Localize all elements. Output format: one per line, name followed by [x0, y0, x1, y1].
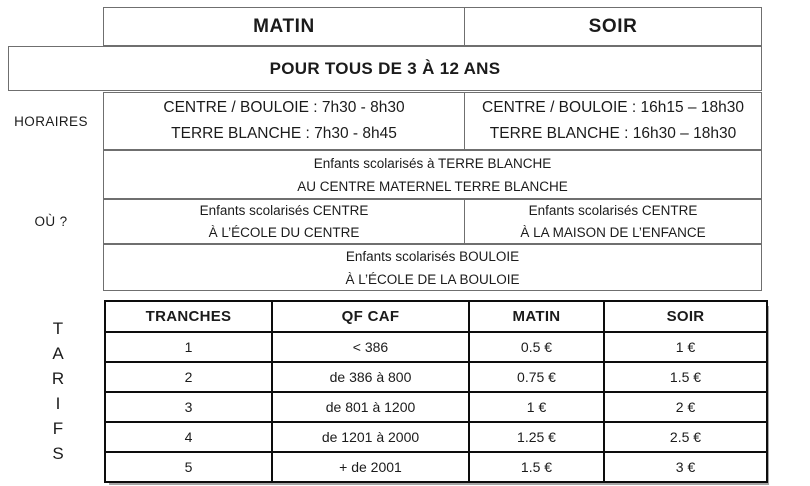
tarifs-header-qfcaf: QF CAF [272, 301, 469, 332]
tarifs-row-2-qf: de 386 à 800 [272, 362, 469, 392]
age-banner [8, 46, 762, 91]
horaires-side-label [0, 92, 102, 150]
tarifs-row-1-qf: < 386 [272, 332, 469, 362]
tarifs-header-soir: SOIR [604, 301, 767, 332]
tarifs-letter-t: T [52, 319, 64, 338]
tarifs-row-5-qf: + de 2001 [272, 452, 469, 482]
tarifs-row-4-tranche: 4 [105, 422, 272, 452]
tarifs-letter-f: F [52, 419, 64, 438]
tarifs-row-1-soir: 1 € [604, 332, 767, 362]
ou-centre-row [103, 199, 762, 244]
ou-centre-soir-line1: Enfants scolarisés CENTRE [528, 202, 698, 218]
tarifs-row-3 [105, 392, 767, 422]
tarifs-header-row [105, 301, 767, 332]
horaires-matin-cell [104, 93, 464, 149]
tarifs-letter-s: S [52, 444, 64, 463]
tarifs-row-2-tranche: 2 [105, 362, 272, 392]
tarifs-row-2-soir: 1.5 € [604, 362, 767, 392]
tarifs-row-3-qf: de 801 à 1200 [272, 392, 469, 422]
tarifs-row-4 [105, 422, 767, 452]
tarifs-table [104, 300, 768, 483]
matin-soir-header-row [103, 7, 762, 46]
tarifs-row-4-soir: 2.5 € [604, 422, 767, 452]
horaires-side-label-text: HORAIRES [14, 113, 88, 129]
tarifs-row-5 [105, 452, 767, 482]
tarifs-header-matin: MATIN [469, 301, 604, 332]
tarifs-row-1 [105, 332, 767, 362]
horaires-matin-line1: CENTRE / BOULOIE : 7h30 - 8h30 [163, 99, 405, 116]
tarifs-row-1-matin: 0.5 € [469, 332, 604, 362]
tarifs-letter-r: R [51, 369, 65, 388]
ou-centre-matin-line1: Enfants scolarisés CENTRE [199, 202, 369, 218]
tarifs-row-2-matin: 0.75 € [469, 362, 604, 392]
ou-terre-blanche-row [103, 150, 762, 199]
soir-header-label: SOIR [588, 15, 638, 37]
ou-terre-blanche-line2: AU CENTRE MATERNEL TERRE BLANCHE [297, 178, 568, 194]
age-banner-text: POUR TOUS DE 3 À 12 ANS [269, 58, 501, 78]
horaires-row [103, 92, 762, 150]
ou-bouloie-row [103, 244, 762, 291]
tarifs-row-1-tranche: 1 [105, 332, 272, 362]
ou-centre-matin-line2: À L’ÉCOLE DU CENTRE [208, 224, 360, 240]
matin-header-cell [104, 8, 464, 45]
tarifs-header-tranches: TRANCHES [105, 301, 272, 332]
tarifs-letter-i: I [55, 394, 61, 413]
tarifs-letter-a: A [52, 344, 64, 363]
tarifs-row-3-matin: 1 € [469, 392, 604, 422]
tarifs-row-4-qf: de 1201 à 2000 [272, 422, 469, 452]
horaires-soir-cell [464, 93, 761, 149]
ou-side-label-text: OÙ ? [34, 214, 68, 229]
ou-side-label [0, 199, 102, 244]
ou-terre-blanche-line1: Enfants scolarisés à TERRE BLANCHE [313, 155, 552, 171]
tarifs-row-3-tranche: 3 [105, 392, 272, 422]
ou-centre-matin-cell [104, 200, 464, 243]
ou-centre-soir-line2: À LA MAISON DE L’ENFANCE [520, 224, 706, 240]
horaires-soir-line2: TERRE BLANCHE : 16h30 – 18h30 [489, 125, 737, 142]
soir-header-cell [464, 8, 761, 45]
tarifs-row-2 [105, 362, 767, 392]
ou-bouloie-line2: À L’ÉCOLE DE LA BOULOIE [345, 271, 520, 287]
tarifs-row-5-soir: 3 € [604, 452, 767, 482]
tarifs-row-5-matin: 1.5 € [469, 452, 604, 482]
matin-header-label: MATIN [253, 15, 315, 37]
horaires-soir-line1: CENTRE / BOULOIE : 16h15 – 18h30 [482, 99, 744, 116]
horaires-matin-line2: TERRE BLANCHE : 7h30 - 8h45 [171, 125, 397, 142]
tarifs-row-4-matin: 1.25 € [469, 422, 604, 452]
ou-centre-soir-cell [464, 200, 761, 243]
tarifs-side-label [30, 302, 86, 480]
tarifs-row-5-tranche: 5 [105, 452, 272, 482]
tarifs-row-3-soir: 2 € [604, 392, 767, 422]
ou-bouloie-line1: Enfants scolarisés BOULOIE [345, 248, 520, 264]
